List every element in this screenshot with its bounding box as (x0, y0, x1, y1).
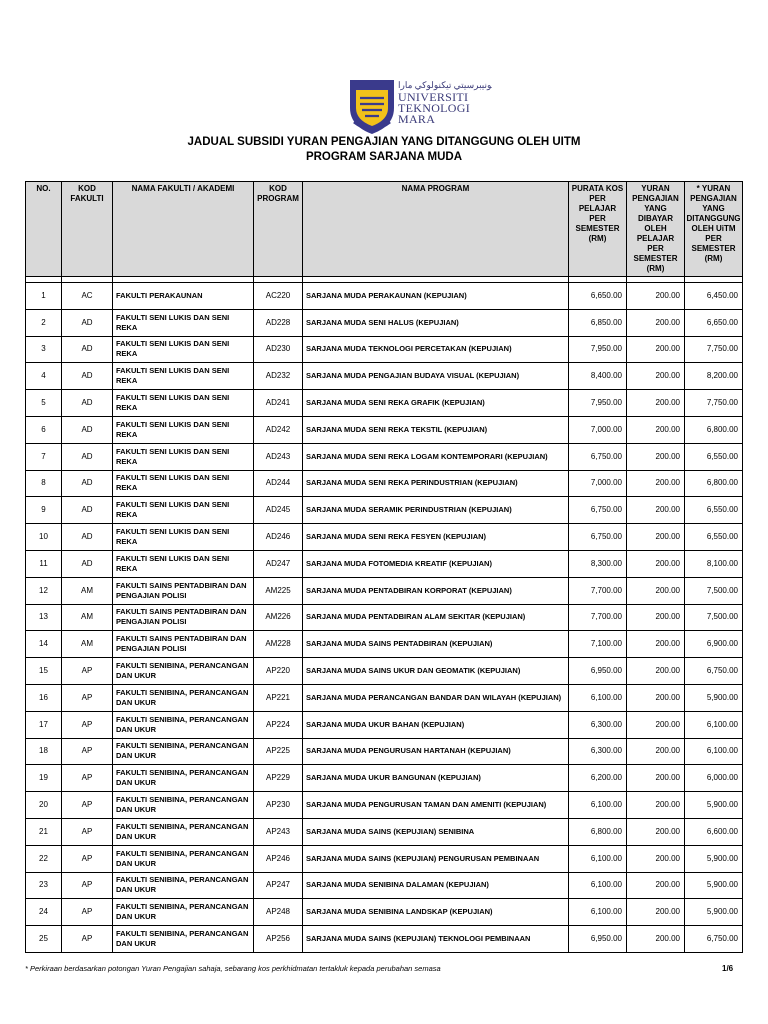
table-row (26, 390, 743, 417)
cell-subsidi: 6,800.00 (685, 470, 743, 497)
cell-subsidi: 6,750.00 (685, 658, 743, 685)
cell-nama-program: SARJANA MUDA PENGURUSAN HARTANAH (KEPUJIAN) (303, 738, 569, 765)
cell-kod-fakulti: AD (62, 309, 113, 336)
cell-nama-fakulti: FAKULTI SENI LUKIS DAN SENI REKA (113, 363, 254, 390)
cell-no: 14 (26, 631, 62, 658)
cell-kod-program: AP225 (254, 738, 303, 765)
cell-yuran: 200.00 (627, 738, 685, 765)
page-number: 1/6 (722, 964, 734, 973)
cell-nama-program: SARJANA MUDA SAINS UKUR DAN GEOMATIK (KEPUJIAN) (303, 658, 569, 685)
cell-nama-fakulti: FAKULTI SENIBINA, PERANCANGAN DAN UKUR (113, 818, 254, 845)
cell-nama-fakulti: FAKULTI SAINS PENTADBIRAN DAN PENGAJIAN POLISI (113, 577, 254, 604)
table-row (26, 631, 743, 658)
cell-purata: 7,950.00 (569, 336, 627, 363)
cell-nama-program: SARJANA MUDA SENI REKA TEKSTIL (KEPUJIAN) (303, 416, 569, 443)
cell-yuran: 200.00 (627, 711, 685, 738)
cell-purata: 6,100.00 (569, 792, 627, 819)
cell-nama-program: SARJANA MUDA SENIBINA LANDSKAP (KEPUJIAN) (303, 899, 569, 926)
table-header-row (26, 182, 743, 277)
cell-nama-program: SARJANA MUDA SAINS (KEPUJIAN) PENGURUSAN PEMBINAAN (303, 845, 569, 872)
table-row (26, 765, 743, 792)
cell-nama-program: SARJANA MUDA SENI REKA PERINDUSTRIAN (KEPUJIAN) (303, 470, 569, 497)
logo-wordmark (398, 80, 492, 125)
cell-purata: 6,800.00 (569, 818, 627, 845)
cell-nama-program: SARJANA MUDA SAINS (KEPUJIAN) TEKNOLOGI PEMBINAAN (303, 926, 569, 953)
cell-nama-program: SARJANA MUDA SENI REKA LOGAM KONTEMPORARI (KEPUJIAN) (303, 443, 569, 470)
cell-kod-fakulti: AP (62, 658, 113, 685)
cell-purata: 7,000.00 (569, 470, 627, 497)
cell-kod-program: AD230 (254, 336, 303, 363)
cell-subsidi: 8,200.00 (685, 363, 743, 390)
cell-kod-program: AD245 (254, 497, 303, 524)
table-row (26, 309, 743, 336)
cell-no: 17 (26, 711, 62, 738)
cell-subsidi: 5,900.00 (685, 899, 743, 926)
table-row (26, 845, 743, 872)
logo-arabic: ﻮﻧﻴﺒﺮﺳﻴﺘﻲ ﺗﻴﻜﻨﻮﻟﻮﻛﻲ ﻣﺎرا (398, 80, 492, 90)
cell-no: 23 (26, 872, 62, 899)
cell-no: 21 (26, 818, 62, 845)
cell-kod-program: AP221 (254, 684, 303, 711)
cell-purata: 7,700.00 (569, 604, 627, 631)
cell-kod-program: AD246 (254, 524, 303, 551)
cell-kod-program: AM225 (254, 577, 303, 604)
cell-nama-program: SARJANA MUDA SAINS (KEPUJIAN) SENIBINA (303, 818, 569, 845)
cell-yuran: 200.00 (627, 443, 685, 470)
cell-yuran: 200.00 (627, 336, 685, 363)
cell-yuran: 200.00 (627, 818, 685, 845)
cell-nama-program: SARJANA MUDA PENTADBIRAN ALAM SEKITAR (KEPUJIAN) (303, 604, 569, 631)
cell-nama-fakulti: FAKULTI SENIBINA, PERANCANGAN DAN UKUR (113, 765, 254, 792)
cell-nama-fakulti: FAKULTI SENI LUKIS DAN SENI REKA (113, 550, 254, 577)
cell-subsidi: 7,750.00 (685, 390, 743, 417)
table-row (26, 416, 743, 443)
table-row (26, 497, 743, 524)
cell-subsidi: 7,750.00 (685, 336, 743, 363)
logo-line3: MARA (398, 112, 436, 126)
cell-kod-program: AM226 (254, 604, 303, 631)
cell-yuran: 200.00 (627, 926, 685, 953)
cell-subsidi: 6,550.00 (685, 443, 743, 470)
cell-yuran: 200.00 (627, 283, 685, 310)
cell-nama-fakulti: FAKULTI SENIBINA, PERANCANGAN DAN UKUR (113, 845, 254, 872)
cell-no: 6 (26, 416, 62, 443)
cell-nama-fakulti: FAKULTI SENI LUKIS DAN SENI REKA (113, 524, 254, 551)
cell-kod-fakulti: AP (62, 684, 113, 711)
cell-yuran: 200.00 (627, 899, 685, 926)
cell-yuran: 200.00 (627, 631, 685, 658)
cell-kod-fakulti: AM (62, 577, 113, 604)
cell-no: 24 (26, 899, 62, 926)
cell-purata: 6,100.00 (569, 899, 627, 926)
table-body (26, 277, 743, 953)
cell-kod-fakulti: AC (62, 283, 113, 310)
cell-subsidi: 6,650.00 (685, 309, 743, 336)
cell-subsidi: 6,100.00 (685, 738, 743, 765)
cell-kod-fakulti: AD (62, 550, 113, 577)
cell-kod-fakulti: AM (62, 604, 113, 631)
cell-nama-program: SARJANA MUDA SENI REKA GRAFIK (KEPUJIAN) (303, 390, 569, 417)
cell-kod-program: AP248 (254, 899, 303, 926)
cell-purata: 7,100.00 (569, 631, 627, 658)
cell-nama-program: SARJANA MUDA PERANCANGAN BANDAR DAN WILAYAH (KEPUJIAN) (303, 684, 569, 711)
cell-purata: 6,300.00 (569, 738, 627, 765)
table-row (26, 711, 743, 738)
cell-no: 13 (26, 604, 62, 631)
cell-no: 2 (26, 309, 62, 336)
cell-nama-program: SARJANA MUDA SAINS PENTADBIRAN (KEPUJIAN) (303, 631, 569, 658)
cell-purata: 8,400.00 (569, 363, 627, 390)
table-row (26, 363, 743, 390)
cell-nama-fakulti: FAKULTI SENIBINA, PERANCANGAN DAN UKUR (113, 684, 254, 711)
cell-purata: 6,100.00 (569, 845, 627, 872)
table-row (26, 524, 743, 551)
cell-kod-program: AP246 (254, 845, 303, 872)
cell-no: 16 (26, 684, 62, 711)
cell-kod-fakulti: AP (62, 711, 113, 738)
cell-subsidi: 7,500.00 (685, 577, 743, 604)
cell-nama-fakulti: FAKULTI SENI LUKIS DAN SENI REKA (113, 443, 254, 470)
cell-nama-fakulti: FAKULTI SENI LUKIS DAN SENI REKA (113, 416, 254, 443)
cell-subsidi: 5,900.00 (685, 845, 743, 872)
cell-no: 3 (26, 336, 62, 363)
table-row (26, 336, 743, 363)
logo-line1: UNIVERSITI (398, 90, 469, 104)
cell-no: 20 (26, 792, 62, 819)
cell-kod-fakulti: AP (62, 738, 113, 765)
cell-purata: 6,750.00 (569, 524, 627, 551)
cell-nama-program: SARJANA MUDA SENI REKA FESYEN (KEPUJIAN) (303, 524, 569, 551)
cell-kod-fakulti: AD (62, 497, 113, 524)
header-no: NO. (26, 182, 62, 277)
cell-nama-program: SARJANA MUDA SENI HALUS (KEPUJIAN) (303, 309, 569, 336)
cell-yuran: 200.00 (627, 416, 685, 443)
cell-kod-fakulti: AP (62, 845, 113, 872)
cell-kod-program: AD247 (254, 550, 303, 577)
cell-kod-program: AP224 (254, 711, 303, 738)
cell-yuran: 200.00 (627, 872, 685, 899)
table-row (26, 443, 743, 470)
cell-nama-fakulti: FAKULTI SAINS PENTADBIRAN DAN PENGAJIAN POLISI (113, 631, 254, 658)
table-row (26, 684, 743, 711)
table-row (26, 792, 743, 819)
cell-yuran: 200.00 (627, 792, 685, 819)
cell-no: 8 (26, 470, 62, 497)
cell-no: 11 (26, 550, 62, 577)
cell-nama-fakulti: FAKULTI SENI LUKIS DAN SENI REKA (113, 390, 254, 417)
cell-nama-fakulti: FAKULTI SENIBINA, PERANCANGAN DAN UKUR (113, 792, 254, 819)
cell-nama-program: SARJANA MUDA PENTADBIRAN KORPORAT (KEPUJIAN) (303, 577, 569, 604)
header-kod-program: KOD PROGRAM (254, 182, 303, 277)
header-nama-program: NAMA PROGRAM (303, 182, 569, 277)
cell-nama-program: SARJANA MUDA PENGURUSAN TAMAN DAN AMENITI (KEPUJIAN) (303, 792, 569, 819)
footnote: * Perkiraan berdasarkan potongan Yuran Pengajian sahaja, sebarang kos perkhidmatan tertakluk kepada perubahan semasa (25, 964, 441, 973)
table-row (26, 818, 743, 845)
cell-nama-fakulti: FAKULTI SENI LUKIS DAN SENI REKA (113, 336, 254, 363)
cell-yuran: 200.00 (627, 577, 685, 604)
cell-purata: 6,950.00 (569, 658, 627, 685)
cell-kod-program: AM228 (254, 631, 303, 658)
cell-no: 12 (26, 577, 62, 604)
cell-nama-fakulti: FAKULTI SENI LUKIS DAN SENI REKA (113, 497, 254, 524)
cell-subsidi: 6,900.00 (685, 631, 743, 658)
cell-nama-program: SARJANA MUDA FOTOMEDIA KREATIF (KEPUJIAN) (303, 550, 569, 577)
cell-yuran: 200.00 (627, 497, 685, 524)
cell-subsidi: 6,100.00 (685, 711, 743, 738)
cell-no: 9 (26, 497, 62, 524)
cell-nama-fakulti: FAKULTI PERAKAUNAN (113, 283, 254, 310)
cell-kod-fakulti: AD (62, 524, 113, 551)
cell-kod-fakulti: AP (62, 765, 113, 792)
cell-purata: 6,750.00 (569, 443, 627, 470)
cell-subsidi: 6,600.00 (685, 818, 743, 845)
cell-no: 18 (26, 738, 62, 765)
cell-yuran: 200.00 (627, 684, 685, 711)
cell-kod-program: AP220 (254, 658, 303, 685)
cell-kod-program: AD228 (254, 309, 303, 336)
cell-kod-program: AP243 (254, 818, 303, 845)
cell-kod-fakulti: AD (62, 336, 113, 363)
cell-kod-program: AD244 (254, 470, 303, 497)
cell-subsidi: 6,750.00 (685, 926, 743, 953)
cell-no: 25 (26, 926, 62, 953)
header-subsidi: * YURAN PENGAJIAN YANG DITANGGUNG OLEH UiTM PER SEMESTER (RM) (685, 182, 743, 277)
cell-yuran: 200.00 (627, 658, 685, 685)
cell-kod-fakulti: AD (62, 416, 113, 443)
cell-yuran: 200.00 (627, 604, 685, 631)
logo-line2: TEKNOLOGI (398, 101, 471, 115)
cell-purata: 8,300.00 (569, 550, 627, 577)
cell-subsidi: 6,450.00 (685, 283, 743, 310)
cell-no: 5 (26, 390, 62, 417)
header-yuran: YURAN PENGAJIAN YANG DIBAYAR OLEH PELAJAR PER SEMESTER (RM) (627, 182, 685, 277)
cell-purata: 6,850.00 (569, 309, 627, 336)
cell-subsidi: 6,000.00 (685, 765, 743, 792)
table-row (26, 604, 743, 631)
cell-subsidi: 7,500.00 (685, 604, 743, 631)
table-row (26, 470, 743, 497)
cell-nama-program: SARJANA MUDA UKUR BANGUNAN (KEPUJIAN) (303, 765, 569, 792)
cell-yuran: 200.00 (627, 390, 685, 417)
cell-purata: 6,750.00 (569, 497, 627, 524)
cell-kod-program: AD241 (254, 390, 303, 417)
cell-kod-program: AD232 (254, 363, 303, 390)
header-nama-fakulti: NAMA FAKULTI / AKADEMI (113, 182, 254, 277)
cell-kod-program: AD243 (254, 443, 303, 470)
cell-purata: 6,950.00 (569, 926, 627, 953)
cell-nama-program: SARJANA MUDA SENIBINA DALAMAN (KEPUJIAN) (303, 872, 569, 899)
table-row (26, 283, 743, 310)
table-row (26, 926, 743, 953)
cell-nama-fakulti: FAKULTI SENIBINA, PERANCANGAN DAN UKUR (113, 926, 254, 953)
cell-purata: 6,100.00 (569, 684, 627, 711)
cell-no: 15 (26, 658, 62, 685)
cell-yuran: 200.00 (627, 524, 685, 551)
document-subtitle: PROGRAM SARJANA MUDA (305, 151, 463, 163)
cell-purata: 7,000.00 (569, 416, 627, 443)
cell-nama-fakulti: FAKULTI SAINS PENTADBIRAN DAN PENGAJIAN POLISI (113, 604, 254, 631)
cell-purata: 7,950.00 (569, 390, 627, 417)
subsidy-table (25, 181, 743, 953)
cell-kod-program: AP230 (254, 792, 303, 819)
cell-kod-program: AP229 (254, 765, 303, 792)
cell-kod-program: AP256 (254, 926, 303, 953)
cell-kod-program: AD242 (254, 416, 303, 443)
header-kod-fakulti: KOD FAKULTI (62, 182, 113, 277)
cell-yuran: 200.00 (627, 845, 685, 872)
cell-kod-fakulti: AD (62, 470, 113, 497)
cell-purata: 6,200.00 (569, 765, 627, 792)
table-row (26, 658, 743, 685)
cell-subsidi: 6,550.00 (685, 524, 743, 551)
table-row (26, 872, 743, 899)
cell-subsidi: 8,100.00 (685, 550, 743, 577)
cell-purata: 6,100.00 (569, 872, 627, 899)
cell-kod-fakulti: AP (62, 792, 113, 819)
table-row (26, 550, 743, 577)
cell-kod-fakulti: AP (62, 818, 113, 845)
cell-nama-fakulti: FAKULTI SENI LUKIS DAN SENI REKA (113, 309, 254, 336)
cell-no: 7 (26, 443, 62, 470)
cell-yuran: 200.00 (627, 550, 685, 577)
table-row (26, 577, 743, 604)
cell-nama-fakulti: FAKULTI SENIBINA, PERANCANGAN DAN UKUR (113, 899, 254, 926)
document-title: JADUAL SUBSIDI YURAN PENGAJIAN YANG DITANGGUNG OLEH UITM (187, 136, 581, 148)
cell-nama-program: SARJANA MUDA PERAKAUNAN (KEPUJIAN) (303, 283, 569, 310)
cell-no: 19 (26, 765, 62, 792)
cell-kod-fakulti: AD (62, 363, 113, 390)
cell-purata: 7,700.00 (569, 577, 627, 604)
cell-nama-program: SARJANA MUDA TEKNOLOGI PERCETAKAN (KEPUJIAN) (303, 336, 569, 363)
cell-kod-fakulti: AP (62, 926, 113, 953)
cell-nama-fakulti: FAKULTI SENIBINA, PERANCANGAN DAN UKUR (113, 658, 254, 685)
cell-no: 22 (26, 845, 62, 872)
cell-subsidi: 5,900.00 (685, 684, 743, 711)
cell-kod-fakulti: AP (62, 899, 113, 926)
cell-yuran: 200.00 (627, 363, 685, 390)
cell-nama-program: SARJANA MUDA UKUR BAHAN (KEPUJIAN) (303, 711, 569, 738)
cell-kod-fakulti: AD (62, 390, 113, 417)
cell-yuran: 200.00 (627, 765, 685, 792)
cell-no: 4 (26, 363, 62, 390)
cell-subsidi: 6,550.00 (685, 497, 743, 524)
cell-nama-program: SARJANA MUDA PENGAJIAN BUDAYA VISUAL (KEPUJIAN) (303, 363, 569, 390)
cell-yuran: 200.00 (627, 470, 685, 497)
cell-kod-fakulti: AP (62, 872, 113, 899)
table-row (26, 738, 743, 765)
cell-no: 1 (26, 283, 62, 310)
cell-purata: 6,650.00 (569, 283, 627, 310)
cell-subsidi: 5,900.00 (685, 792, 743, 819)
cell-yuran: 200.00 (627, 309, 685, 336)
cell-purata: 6,300.00 (569, 711, 627, 738)
header-purata: PURATA KOS PER PELAJAR PER SEMESTER (RM) (569, 182, 627, 277)
cell-nama-program: SARJANA MUDA SERAMIK PERINDUSTRIAN (KEPUJIAN) (303, 497, 569, 524)
table-row (26, 899, 743, 926)
cell-subsidi: 6,800.00 (685, 416, 743, 443)
cell-kod-fakulti: AM (62, 631, 113, 658)
cell-kod-program: AP247 (254, 872, 303, 899)
cell-nama-fakulti: FAKULTI SENIBINA, PERANCANGAN DAN UKUR (113, 738, 254, 765)
cell-kod-fakulti: AD (62, 443, 113, 470)
cell-nama-fakulti: FAKULTI SENIBINA, PERANCANGAN DAN UKUR (113, 711, 254, 738)
cell-no: 10 (26, 524, 62, 551)
cell-kod-program: AC220 (254, 283, 303, 310)
cell-nama-fakulti: FAKULTI SENI LUKIS DAN SENI REKA (113, 470, 254, 497)
cell-subsidi: 5,900.00 (685, 872, 743, 899)
cell-nama-fakulti: FAKULTI SENIBINA, PERANCANGAN DAN UKUR (113, 872, 254, 899)
